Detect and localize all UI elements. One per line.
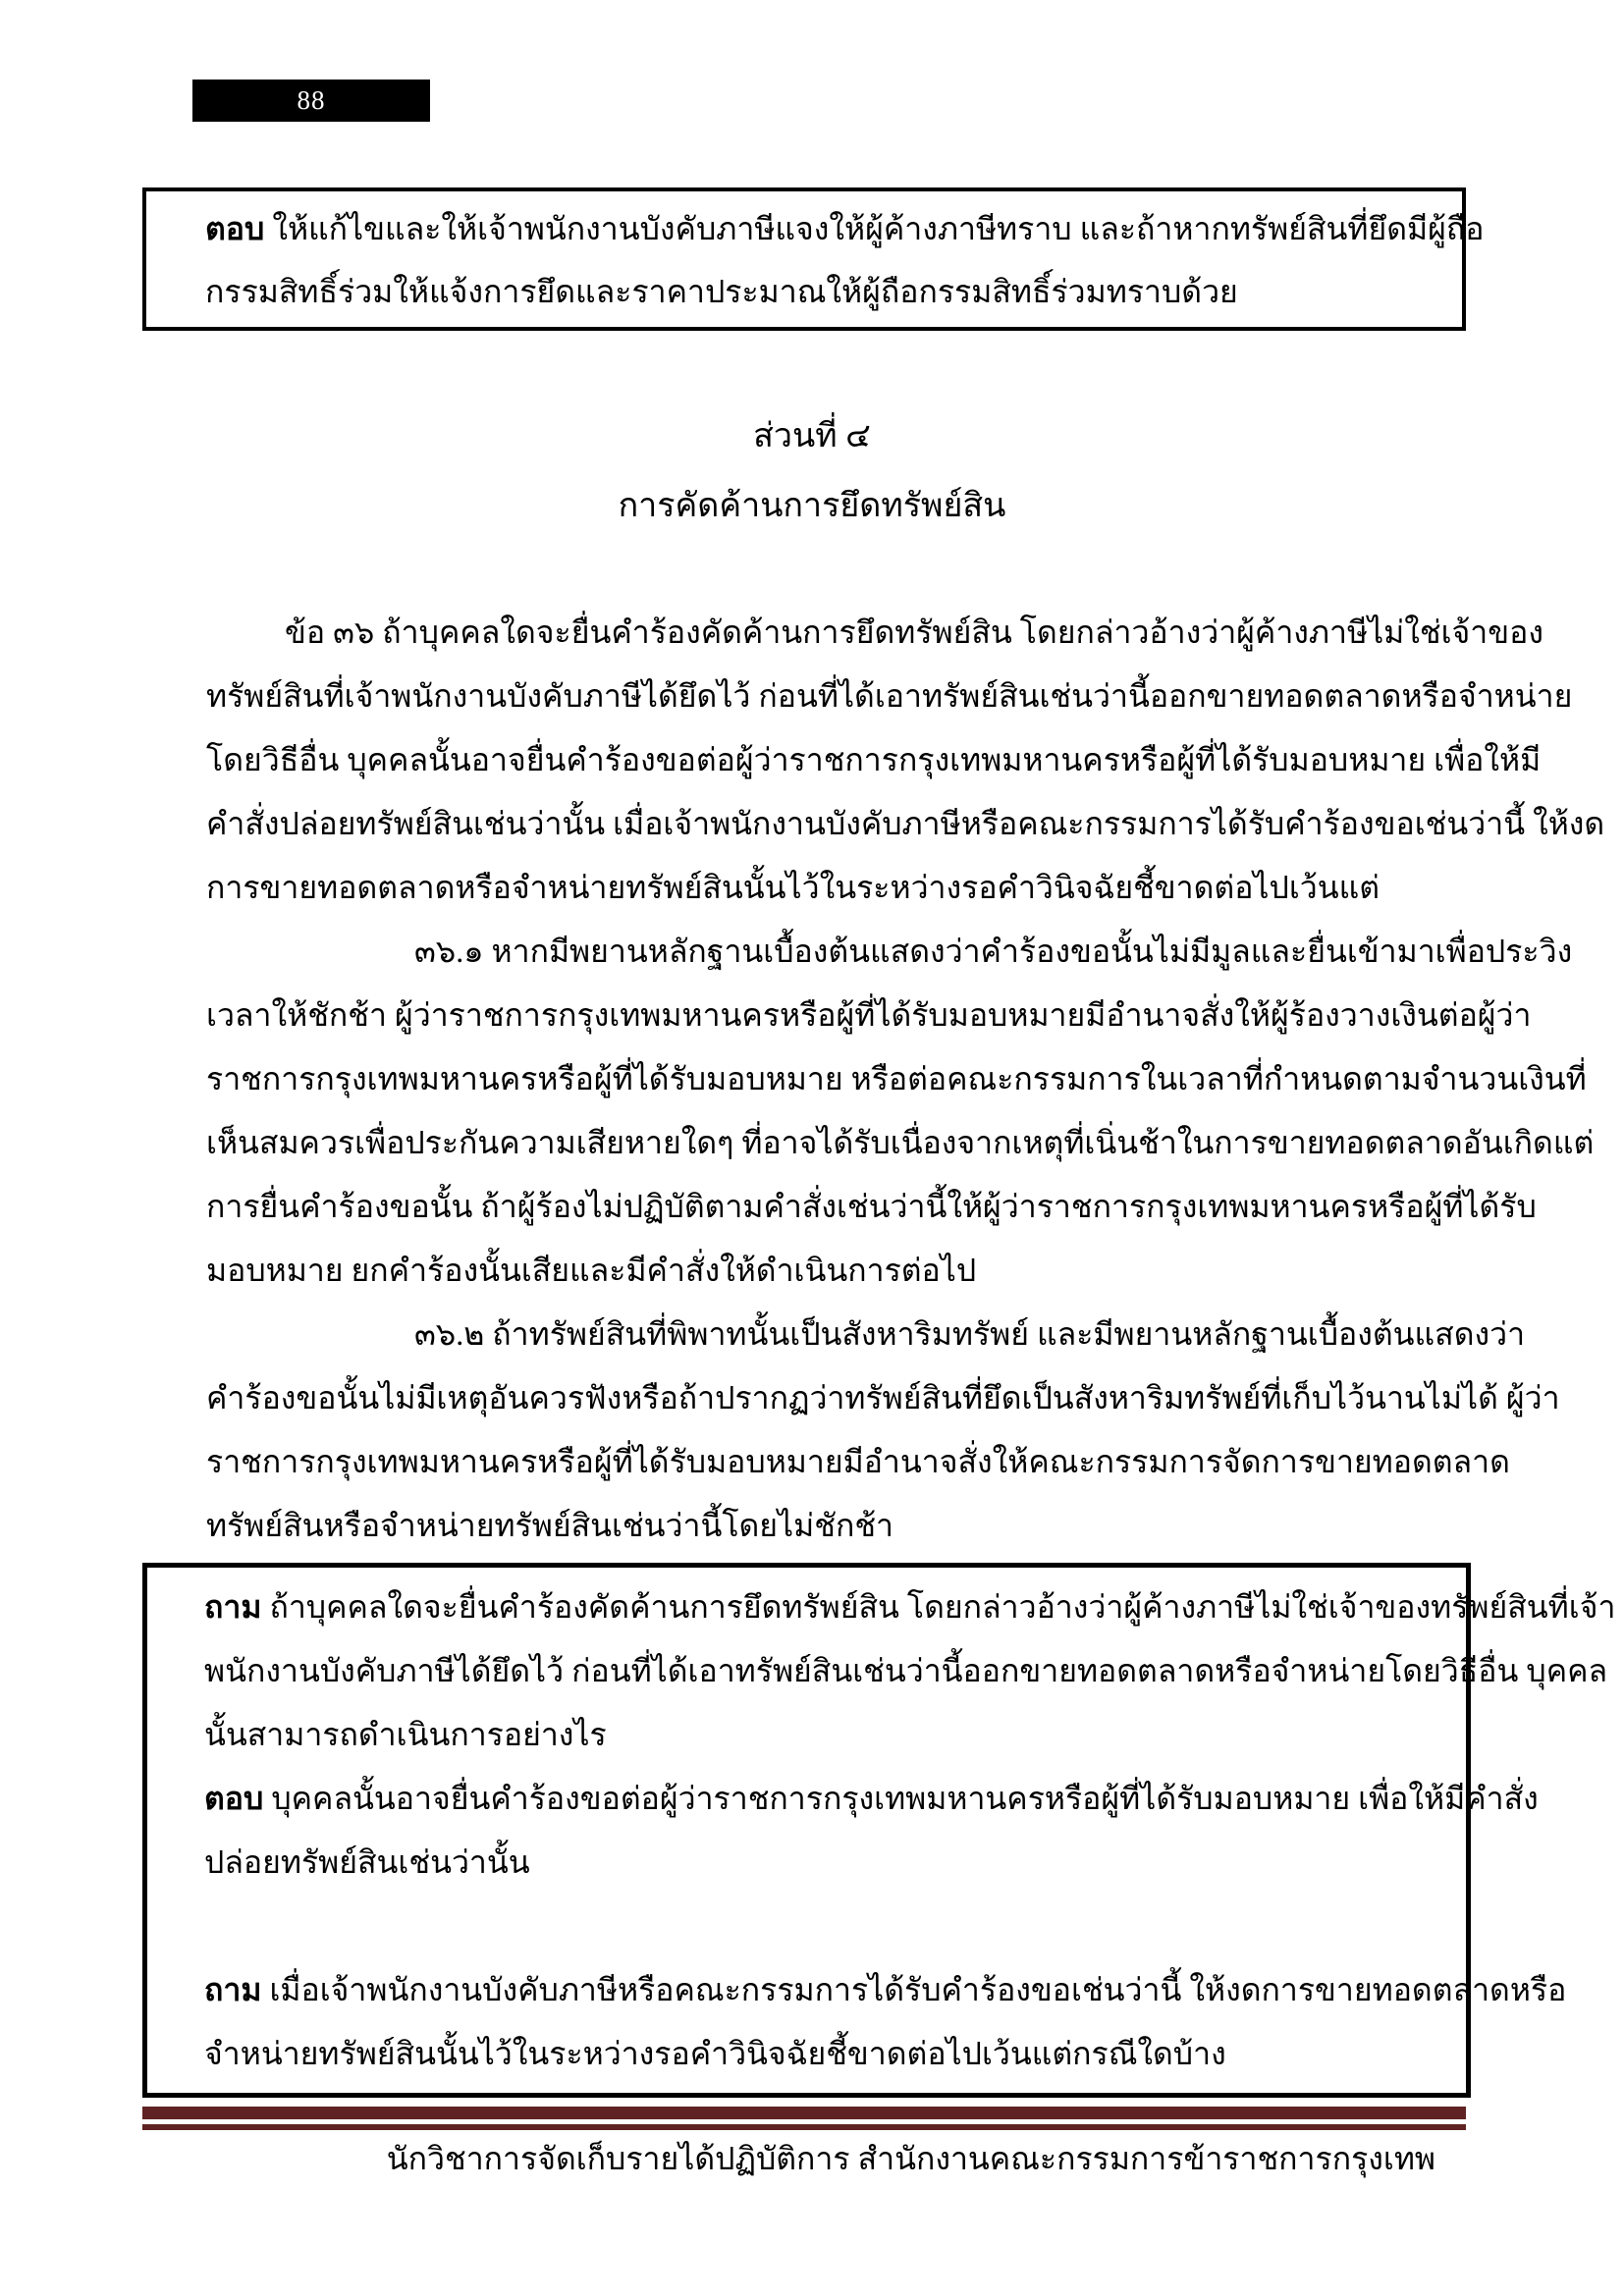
text-line bbox=[205, 197, 1485, 260]
text-line: การยื่นคำร้องขอนั้น ถ้าผู้ร้องไม่ปฏิบัติตามคำสั่งเช่นว่านี้ให้ผู้ว่าราชการกรุงเทพมหานครหรือผู้ที่ได้รับ bbox=[206, 1189, 1537, 1224]
qa-lead-label: ถาม bbox=[204, 1972, 270, 2007]
text-line: คำสั่งปล่อยทรัพย์สินเช่นว่านั้น เมื่อเจ้าพนักงานบังคับภาษีหรือคณะกรรมการได้รับคำร้องขอเช่นว่านี้ ให้งด bbox=[206, 806, 1605, 841]
text-line: ราชการกรุงเทพมหานครหรือผู้ที่ได้รับมอบหมาย หรือต่อคณะกรรมการในเวลาที่กำหนดตามจำนวนเงินที่ bbox=[206, 1061, 1587, 1096]
text-line: ปล่อยทรัพย์สินเช่นว่านั้น bbox=[204, 1844, 530, 1880]
text-line: ๓๖.๑ หากมีพยานหลักฐานเบื้องต้นแสดงว่าคำร้องขอนั้นไม่มีมูลและยื่นเข้ามาเพื่อประวิง bbox=[414, 934, 1573, 969]
text-line: คำร้องขอนั้นไม่มีเหตุอันควรฟังหรือถ้าปรากฏว่าทรัพย์สินที่ยึดเป็นสังหาริมทรัพย์ที่เก็บไว้นานไม่ได้ ผู้ว่า bbox=[206, 1380, 1560, 1415]
text-line: ทรัพย์สินหรือจำหน่ายทรัพย์สินเช่นว่านี้โดยไม่ชักช้า bbox=[206, 1508, 893, 1543]
text-line: ทรัพย์สินที่เจ้าพนักงานบังคับภาษีได้ยึดไว้ ก่อนที่ได้เอาทรัพย์สินเช่นว่านี้ออกขายทอดตลาดหรือจำหน่าย bbox=[206, 678, 1573, 714]
page-number-badge: 88 bbox=[192, 80, 430, 122]
text-line: ตอบ บุคคลนั้นอาจยื่นคำร้องขอต่อผู้ว่าราชการกรุงเทพมหานครหรือผู้ที่ได้รับมอบหมาย เพื่อให้มีคำสั่ง bbox=[204, 1781, 1539, 1816]
answer-label: ตอบ bbox=[205, 211, 265, 246]
answer-box bbox=[142, 187, 1485, 331]
text-line: มอบหมาย ยกคำร้องนั้นเสียและมีคำสั่งให้ดำเนินการต่อไป bbox=[206, 1253, 977, 1288]
qa-lead-label: ตอบ bbox=[204, 1781, 272, 1816]
footer-rule-thick bbox=[142, 2107, 1466, 2119]
answer-line-2: กรรมสิทธิ์ร่วมให้แจ้งการยึดและราคาประมาณให้ผู้ถือกรรมสิทธิ์ร่วมทราบด้วย bbox=[205, 274, 1238, 309]
text-line: ถาม ถ้าบุคคลใดจะยื่นคำร้องคัดค้านการยึดทรัพย์สิน โดยกล่าวอ้างว่าผู้ค้างภาษีไม่ใช่เจ้าของทรัพย์สินที่เจ้า bbox=[204, 1589, 1616, 1625]
text-line: ถาม เมื่อเจ้าพนักงานบังคับภาษีหรือคณะกรรมการได้รับคำร้องขอเช่นว่านี้ ให้งดการขายทอดตลาดหรือ bbox=[204, 1972, 1567, 2007]
section-title: ส่วนที่ ๔ bbox=[753, 418, 871, 454]
text-line: การขายทอดตลาดหรือจำหน่ายทรัพย์สินนั้นไว้ในระหว่างรอคำวินิจฉัยชี้ขาดต่อไปเว้นแต่ bbox=[206, 870, 1380, 905]
question-answer-box bbox=[142, 1563, 1616, 2098]
text-line: เห็นสมควรเพื่อประกันความเสียหายใดๆ ที่อาจได้รับเนื่องจากเหตุที่เนิ่นช้าในการขายทอดตลาดอันเกิดแต่ bbox=[206, 1125, 1595, 1160]
blank-line bbox=[204, 1895, 1446, 1958]
footer-text: นักวิชาการจัดเก็บรายได้ปฏิบัติการ สำนักงานคณะกรรมการข้าราชการกรุงเทพ bbox=[386, 2141, 1435, 2176]
text-line: ๓๖.๒ ถ้าทรัพย์สินที่พิพาทนั้นเป็นสังหาริมทรัพย์ และมีพยานหลักฐานเบื้องต้นแสดงว่า bbox=[414, 1316, 1526, 1352]
text-line: ราชการกรุงเทพมหานครหรือผู้ที่ได้รับมอบหมายมีอำนาจสั่งให้คณะกรรมการจัดการขายทอดตลาด bbox=[206, 1444, 1510, 1479]
text-line: โดยวิธีอื่น บุคคลนั้นอาจยื่นคำร้องขอต่อผู้ว่าราชการกรุงเทพมหานครหรือผู้ที่ได้รับมอบหมาย เพื่อให้มี bbox=[206, 742, 1542, 777]
text-line: เวลาให้ชักช้า ผู้ว่าราชการกรุงเทพมหานครหรือผู้ที่ได้รับมอบหมายมีอำนาจสั่งให้ผู้ร้องวางเงินต่อผู้ว่า bbox=[206, 997, 1532, 1033]
footer-rule-thin bbox=[142, 2124, 1466, 2130]
answer-line-1: ให้แก้ไขและให้เจ้าพนักงานบังคับภาษีแจงให้ผู้ค้างภาษีทราบ และถ้าหากทรัพย์สินที่ยึดมีผู้ถือ bbox=[264, 211, 1485, 246]
text-line: นั้นสามารถดำเนินการอย่างไร bbox=[204, 1717, 607, 1752]
qa-lead-label: ถาม bbox=[204, 1589, 270, 1625]
text-line: พนักงานบังคับภาษีได้ยึดไว้ ก่อนที่ได้เอาทรัพย์สินเช่นว่านี้ออกขายทอดตลาดหรือจำหน่ายโดยวิธีอื่น บุคคล bbox=[204, 1653, 1608, 1688]
clause-36-paragraphs bbox=[206, 601, 1605, 1558]
text-line: ข้อ ๓๖ ถ้าบุคคลใดจะยื่นคำร้องคัดค้านการยึดทรัพย์สิน โดยกล่าวอ้างว่าผู้ค้างภาษีไม่ใช่เจ้าของ bbox=[285, 614, 1543, 650]
section-subtitle: การคัดค้านการยึดทรัพย์สิน bbox=[618, 488, 1006, 524]
text-line: จำหน่ายทรัพย์สินนั้นไว้ในระหว่างรอคำวินิจฉัยชี้ขาดต่อไปเว้นแต่กรณีใดบ้าง bbox=[204, 2036, 1226, 2071]
